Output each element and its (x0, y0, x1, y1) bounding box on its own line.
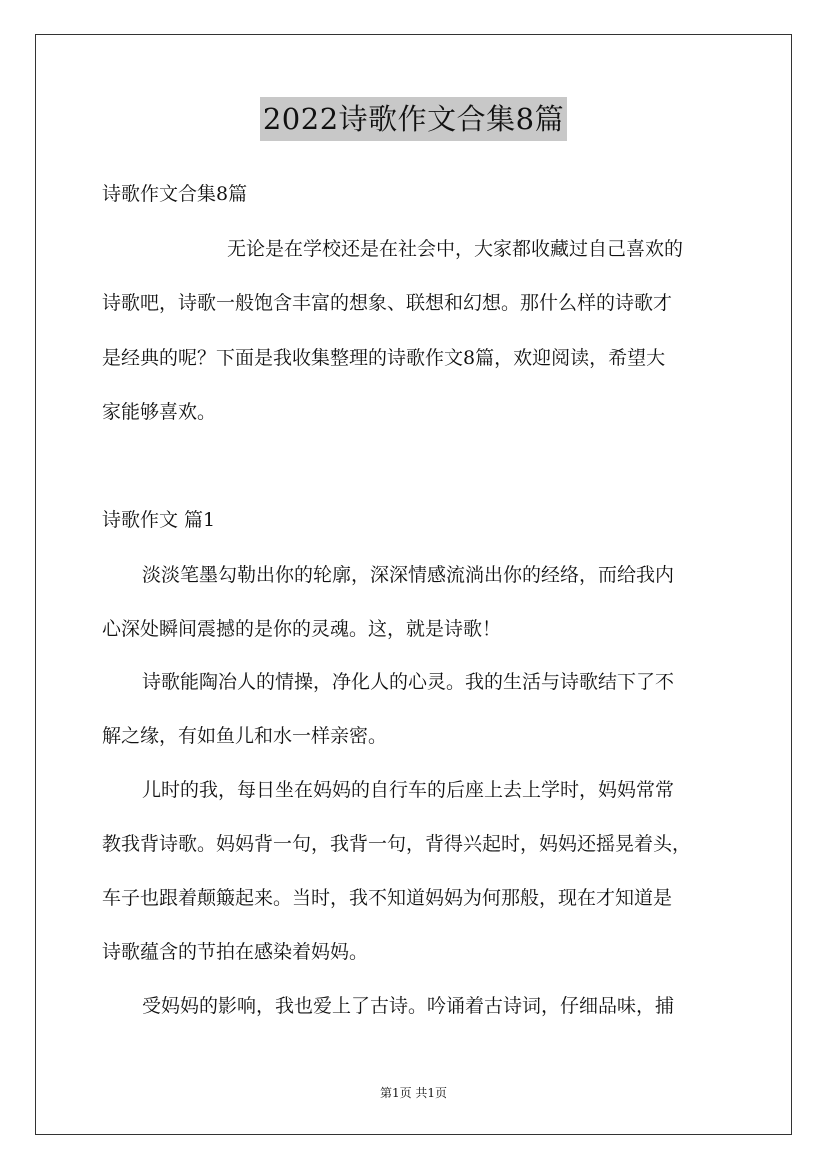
body-line: 诗歌蕴含的节拍在感染着妈妈。 (102, 941, 369, 963)
body-line: 淡淡笔墨勾勒出你的轮廓，深深情感流淌出你的经络，而给我内 (142, 564, 675, 586)
body-line: 车子也跟着颠簸起来。当时，我不知道妈妈为何那般，现在才知道是 (102, 887, 673, 909)
page-footer: 第1页 共1页 (379, 1086, 448, 1100)
body-line: 诗歌能陶冶人的情操，净化人的心灵。我的生活与诗歌结下了不 (142, 671, 675, 693)
intro-line: 无论是在学校还是在社会中，大家都收藏过自己喜欢的 (227, 238, 684, 260)
intro-line: 是经典的呢？下面是我收集整理的诗歌作文8篇，欢迎阅读，希望大 (102, 347, 666, 369)
body-line: 解之缘，有如鱼儿和水一样亲密。 (102, 725, 388, 747)
body-line: 心深处瞬间震撼的是你的灵魂。这，就是诗歌！ (102, 618, 502, 640)
body-line: 受妈妈的影响，我也爱上了古诗。吟诵着古诗词，仔细品味，捕 (142, 995, 675, 1017)
document-title: 2022诗歌作文合集8篇 (260, 97, 567, 141)
body-line: 儿时的我，每日坐在妈妈的自行车的后座上去上学时，妈妈常常 (142, 779, 675, 801)
body-line: 教我背诗歌。妈妈背一句，我背一句，背得兴起时，妈妈还摇晃着头， (102, 833, 692, 855)
section-heading: 诗歌作文 篇1 (102, 509, 216, 531)
intro-line: 家能够喜欢。 (102, 401, 217, 423)
document-subtitle: 诗歌作文合集8篇 (102, 183, 248, 205)
title-wrapper (0, 97, 827, 141)
intro-line: 诗歌吧，诗歌一般饱含丰富的想象、联想和幻想。那什么样的诗歌才 (102, 292, 673, 314)
